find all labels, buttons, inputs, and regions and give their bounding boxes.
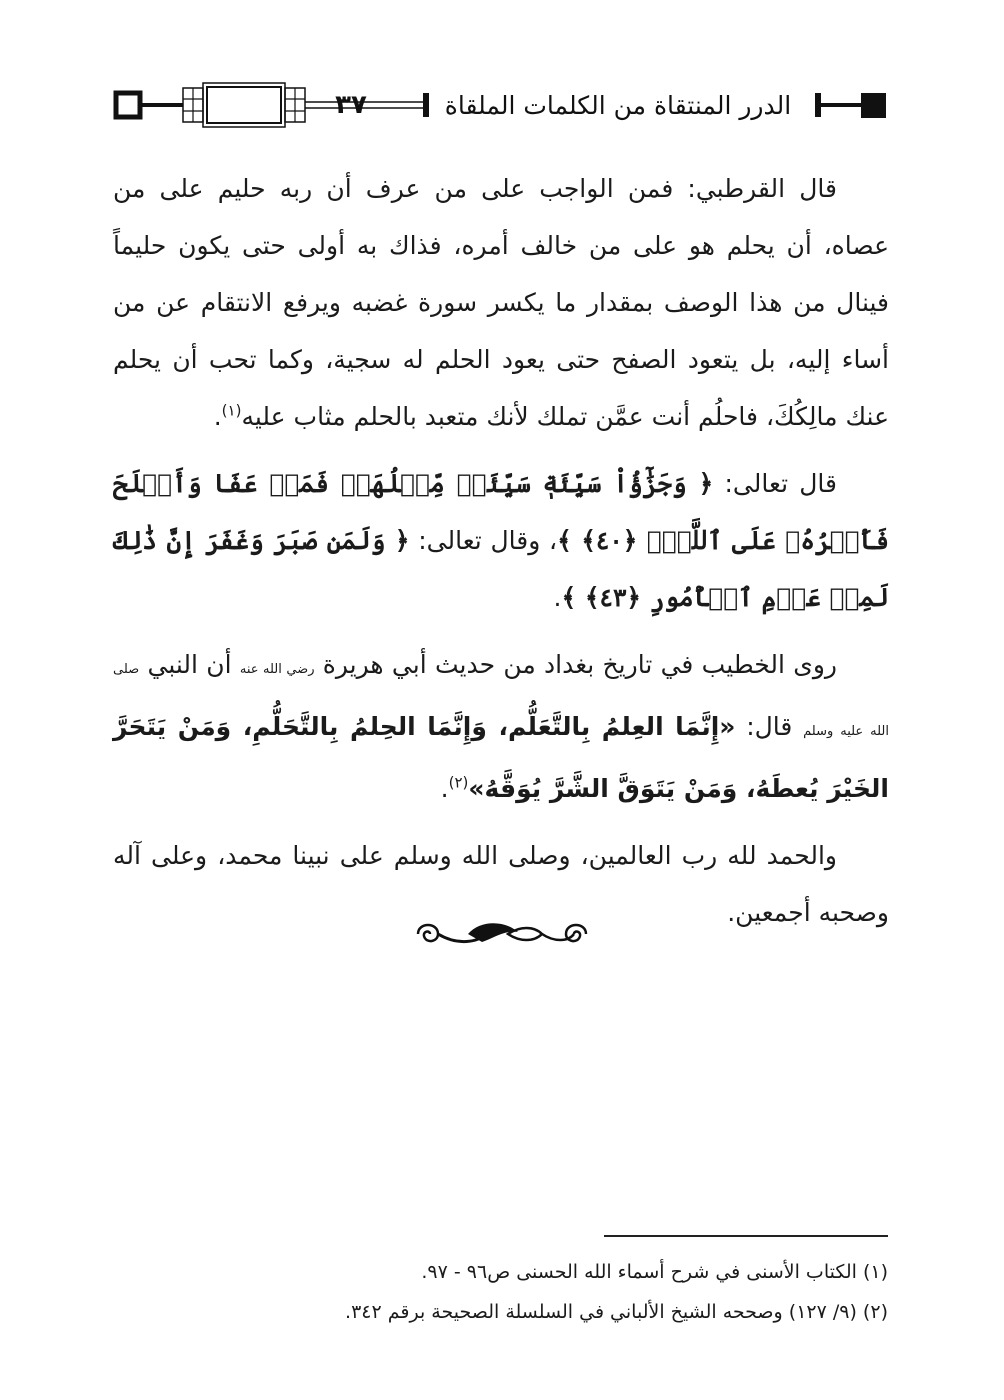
floral-ornament-icon: [408, 912, 596, 956]
running-header: [113, 78, 889, 136]
verse-intro: قال تعالى:: [713, 469, 838, 498]
qurtubi-quote: قال القرطبي: فمن الواجب على من عرف أن ربه حليم على من عصاه، أن يحلم هو على من خالف أمره، فذاك به أولى حتى يكون حليماً فينال من هذا الوصف بمقدار ما يكسر سورة غضبه ويرفع الانتقام عن من أساء إليه، بل يتعود الصفح حتى يعود الحلم له سجية، وكما تحب أن يحلم عنك مالِكُكَ، فاحلُم أنت عمَّن تملك لأنك متعبد بالحلم مثاب عليه: [113, 174, 889, 431]
paragraph-end: .: [213, 402, 222, 431]
salutation-icon: صلى الله عليه وسلم: [113, 662, 889, 739]
paragraph-end: .: [553, 583, 562, 612]
footnotes: [150, 1252, 888, 1332]
paragraph-end: .: [440, 774, 449, 803]
quran-verse-40: ﴿ وَجَزَٰٓؤُاْ سَيِّئَةٖ سَيِّئَةٞ مِّثۡلُهَاۖ فَمَنۡ عَفَا وَأَصۡلَحَ فَأَجۡرُهُۥ عَلَى ٱللَّهِۚ ﴿٤٠﴾ ﴾: [113, 469, 889, 555]
page-body: [113, 160, 889, 951]
closing-praise: والحمد لله رب العالمين، وصلى الله وسلم على نبينا محمد، وعلى آله وصحبه أجمعين.: [113, 841, 889, 927]
paragraph-hadith: [113, 636, 889, 817]
footnote-2: (٢) (٩/ ١٢٧) وصححه الشيخ الألباني في السلسلة الصحيحة برقم ٣٤٢.: [345, 1301, 888, 1323]
paragraph-verses: [113, 455, 889, 626]
book-title: الدرر المنتقاة من الكلمات الملقاة: [444, 91, 792, 120]
hadith-narration: أن النبي: [139, 650, 240, 679]
hadith-text: «إِنَّمَا العِلمُ بِالتَّعَلُّم، وَإِنَّمَا الحِلمُ بِالتَّحَلُّمِ، وَمَنْ يَتَحَرَّ الخَيْرَ يُعطَهُ، وَمَنْ يَتَوَقَّ الشَّرَّ يُوَقَّهُ»: [113, 712, 889, 803]
hadith-said: قال:: [735, 712, 804, 741]
footnote-ref-1: (١): [221, 401, 242, 420]
hadith-source: روى الخطيب في تاريخ بغداد من حديث أبي هريرة: [314, 650, 837, 679]
footnote-divider: [604, 1235, 888, 1237]
paragraph-qurtubi: [113, 160, 889, 445]
footnote-1: (١) الكتاب الأسنى في شرح أسماء الله الحسنى ص٩٦ - ٩٧.: [421, 1261, 888, 1283]
verse-connector: ، وقال تعالى:: [409, 526, 558, 555]
page-number: ٣٧: [335, 90, 367, 120]
honorific-icon: رضي الله عنه: [239, 662, 315, 677]
footnote-ref-2: (٢): [448, 773, 469, 792]
quran-verse-43: ﴿ وَلَمَن صَبَرَ وَغَفَرَ إِنَّ ذَٰلِكَ لَمِنۡ عَزۡمِ ٱلۡأُمُورِ ﴿٤٣﴾ ﴾: [113, 526, 889, 612]
